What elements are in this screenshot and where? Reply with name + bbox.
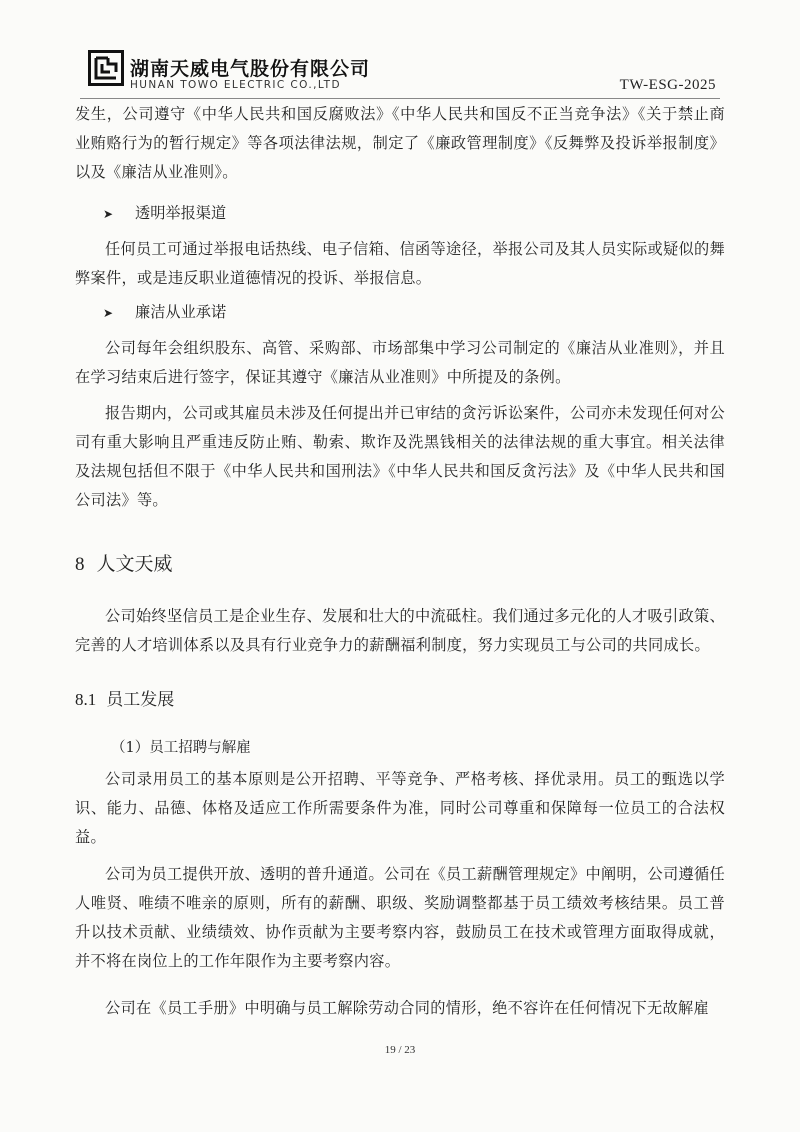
arrow-bullet-icon: ➤	[103, 306, 114, 320]
bullet-label: 透明举报渠道	[135, 204, 227, 222]
bullet-label: 廉洁从业承诺	[135, 303, 227, 321]
company-name-en: HUNAN TOWO ELECTRIC CO.,LTD	[130, 79, 341, 91]
paragraph-recruitment: 公司录用员工的基本原则是公开招聘、平等竞争、严格考核、择优录用。员工的甄选以学识、能力、品德、体格及适应工作所需要条件为准，同时公司尊重和保障每一位员工的合法权益。	[75, 770, 725, 846]
page-number: 19 / 23	[384, 1044, 416, 1056]
subsection-number: 8.1	[75, 690, 97, 709]
subsection-heading	[75, 685, 174, 710]
arrow-bullet-icon: ➤	[103, 207, 114, 221]
paragraph-reporting-period: 报告期内，公司或其雇员未涉及任何提出并已审结的贪污诉讼案件，公司亦未发现任何对公司有重大影响且严重违反防止贿、勒索、欺诈及洗黑钱相关的法律法规的重大事宜。相关法律及法规包括但不限于《中华人民共和国刑法》《中华人民共和国反贪污法》及《中华人民共和国公司法》等。	[75, 404, 725, 509]
sub-subsection-heading: （1）员工招聘与解雇	[111, 740, 251, 756]
header-divider	[80, 98, 720, 99]
paragraph-promotion: 公司为员工提供开放、透明的普升通道。公司在《员工薪酬管理规定》中阐明，公司遵循任人唯贤、唯绩不唯亲的原则，所有的薪酬、职级、奖励调整都基于员工绩效考核结果。员工普升以技术贡献、业绩绩效、协作贡献为主要考察内容，鼓励员工在技术或管理方面取得成就，并不将在岗位上的工作年限作为主要考察内容。	[75, 865, 725, 970]
paragraph-anticorruption-laws: 发生，公司遵守《中华人民共和国反腐败法》《中华人民共和国反不正当竞争法》《关于禁止商业贿赂行为的暂行规定》等各项法律法规，制定了《廉政管理制度》《反舞弊及投诉举报制度》以及《廉洁从业准则》。	[75, 105, 725, 181]
section-title: 人文天威	[96, 553, 173, 575]
document-code: TW-ESG-2025	[619, 77, 716, 93]
bullet-integrity-commitment	[103, 298, 226, 328]
paragraph-integrity-training: 公司每年会组织股东、高管、采购部、市场部集中学习公司制定的《廉洁从业准则》，并且在学习结束后进行签字，保证其遵守《廉洁从业准则》中所提及的条例。	[75, 339, 725, 386]
bullet-whistleblowing-channel	[103, 199, 226, 229]
section-heading	[75, 549, 173, 576]
company-logo-icon	[88, 50, 124, 86]
paragraph-dismissal: 公司在《员工手册》中明确与员工解除劳动合同的情形，绝不容许在任何情况下无故解雇	[105, 999, 710, 1017]
paragraph-section-intro: 公司始终坚信员工是企业生存、发展和壮大的中流砥柱。我们通过多元化的人才吸引政策、完善的人才培训体系以及具有行业竞争力的薪酬福利制度，努力实现员工与公司的共同成长。	[75, 607, 725, 654]
subsection-title: 员工发展	[106, 690, 175, 710]
section-number: 8	[75, 554, 85, 575]
paragraph-reporting: 任何员工可通过举报电话热线、电子信箱、信函等途径，举报公司及其人员实际或疑似的舞弊案件，或是违反职业道德情况的投诉、举报信息。	[75, 240, 725, 287]
company-name-cn: 湖南天威电气股份有限公司	[130, 58, 371, 80]
